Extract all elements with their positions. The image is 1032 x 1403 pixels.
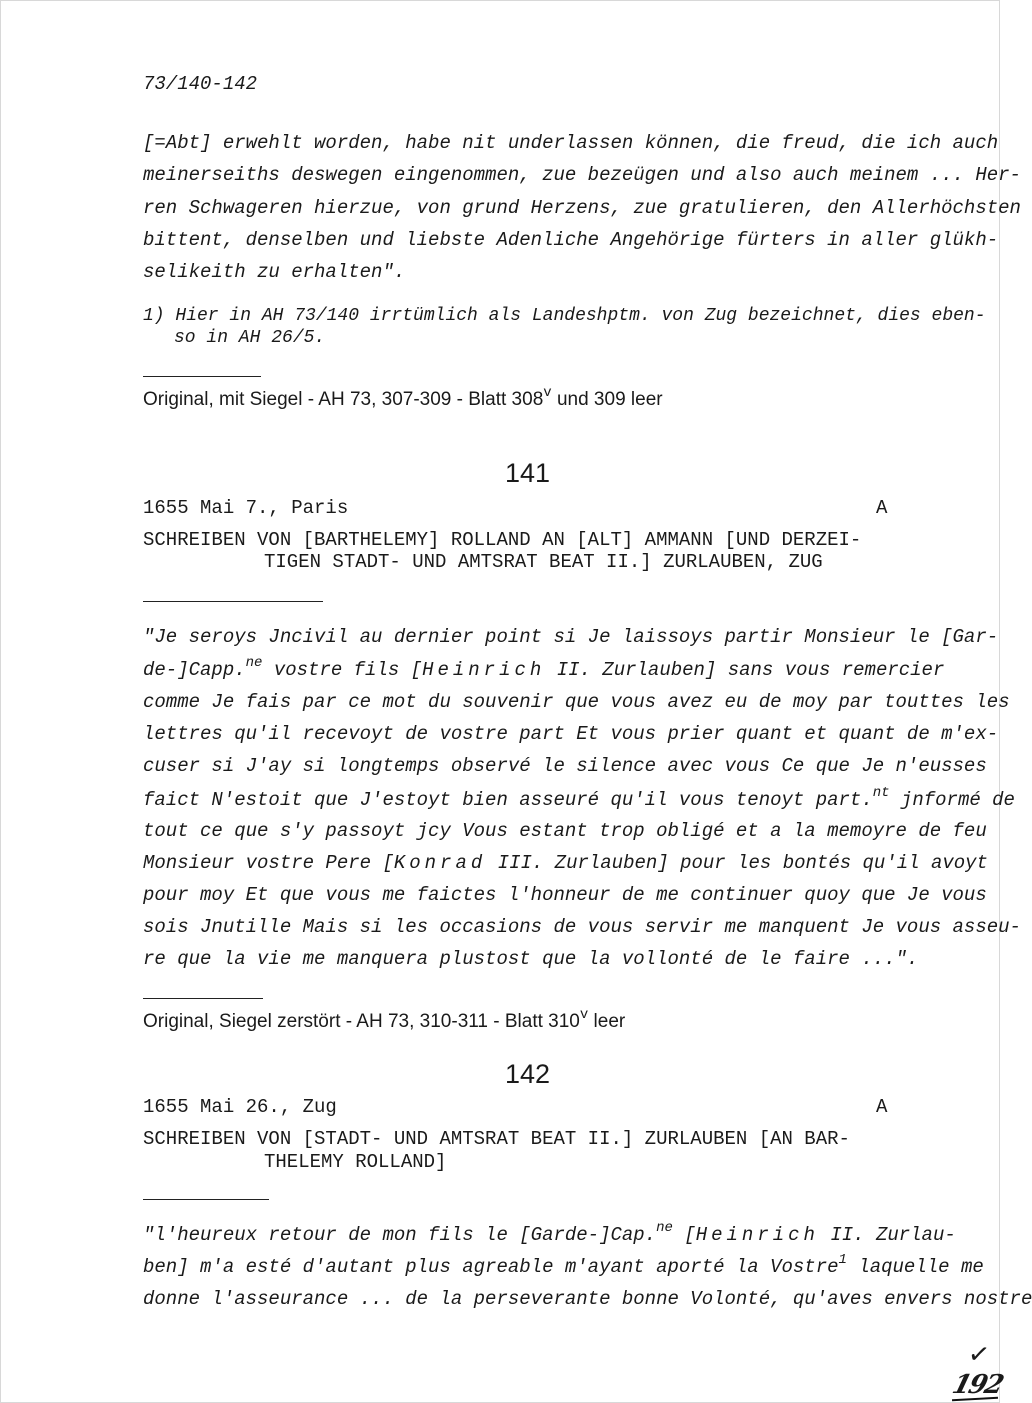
text-line: ren Schwageren hierzue, von grund Herzens, zue gratulieren, den Allerhöchsten <box>143 197 1021 219</box>
date-place: 1655 Mai 7., Paris <box>143 497 349 519</box>
text-line: cuser si J'ay si longtemps observé le silence avec vous Ce que Je n'eusses <box>143 755 987 777</box>
text-line: ben] m'a esté d'autant plus agreable m'ayant aporté la Vostre$^1$ laquelle me <box>143 1251 984 1278</box>
check-mark-icon: ✓ <box>966 1338 992 1372</box>
footnote-line: 1) Hier in AH 73/140 irrtümlich als Landeshptm. von Zug bezeichnet, dies eben- <box>143 306 986 326</box>
source-line <box>143 384 663 412</box>
document-heading: SCHREIBEN VON [STADT- UND AMTSRAT BEAT II.] ZURLAUBEN [AN BAR- <box>143 1128 850 1150</box>
text-line: tout ce que s'y passoyt jcy Vous estant trop obligé et a la memoyre de feu <box>143 820 987 842</box>
letter-type: A <box>876 1096 888 1118</box>
text-line: [=Abt] erwehlt worden, habe nit underlassen können, die freud, die ich auch <box>143 132 999 154</box>
document-heading: TIGEN STADT- UND AMTSRAT BEAT II.] ZURLAUBEN, ZUG <box>264 551 823 573</box>
source-text: leer <box>588 1011 626 1032</box>
verso-superscript: v <box>579 1006 589 1023</box>
page-reference: 73/140-142 <box>143 73 258 95</box>
source-text: und 309 leer <box>551 389 663 410</box>
document-number: 142 <box>505 1059 551 1089</box>
separator-rule <box>143 376 261 377</box>
text-line: pour moy Et que vous me faictes l'honneur de me continuer quoy que Je vous <box>143 884 987 906</box>
text-line: lettres qu'il recevoyt de vostre part Et vous prier quant et quant de m'ex- <box>143 723 999 745</box>
text-line: faict N'estoit que J'estoyt bien asseuré qu'il vous tenoyt part.$^{nt}$ jnformé de <box>143 784 1015 811</box>
spaced-name: Heinrich <box>422 659 546 681</box>
letter-type: A <box>876 497 888 519</box>
text-line: bittent, denselben und liebste Adenliche Angehörige fürters in aller glükh- <box>143 229 999 251</box>
handwritten-page-number: 192 <box>948 1370 1006 1400</box>
spaced-name: Konrad <box>393 852 487 874</box>
source-text: Original, Siegel zerstört - AH 73, 310-311 - Blatt 310 <box>143 1011 580 1032</box>
separator-rule <box>143 1199 269 1200</box>
text-line: "Je seroys Jncivil au dernier point si Je laissoys partir Monsieur le [Gar- <box>143 626 999 648</box>
separator-rule <box>143 998 263 999</box>
separator-rule <box>143 601 323 602</box>
text-line: donne l'asseurance ... de la perseverante bonne Volonté, qu'aves envers nostre <box>143 1288 1032 1310</box>
text-line: re que la vie me manquera plustost que la vollonté de le faire ...". <box>143 948 919 970</box>
source-line <box>143 1006 626 1034</box>
text-line: selikeith zu erhalten". <box>143 261 406 283</box>
verso-superscript: v <box>543 384 552 401</box>
source-text: Original, mit Siegel - AH 73, 307-309 - Blatt 308 <box>143 389 544 410</box>
text-line: comme Je fais par ce mot du souvenir que vous avez eu de moy par touttes les <box>143 691 1010 713</box>
footnote-line: so in AH 26/5. <box>174 328 326 348</box>
text-line: de-]Capp.$^{ne}$ vostre fils [Heinrich II. Zurlauben] sans vous remercier <box>143 654 945 681</box>
text-line: sois Jnutille Mais si les occasions de vous servir me manquent Je vous asseu- <box>143 916 1021 938</box>
text-line: meinerseiths deswegen eingenommen, zue bezeügen und also auch meinem ... Her- <box>143 164 1021 186</box>
text-line: "l'heureux retour de mon fils le [Garde-]Cap.$^{ne}$ [Heinrich II. Zurlau- <box>143 1219 956 1246</box>
document-heading: SCHREIBEN VON [BARTHELEMY] ROLLAND AN [ALT] AMMANN [UND DERZEI- <box>143 529 862 551</box>
spaced-name: Heinrich <box>695 1224 819 1246</box>
document-heading: THELEMY ROLLAND] <box>264 1151 447 1173</box>
document-number: 141 <box>505 458 551 488</box>
text-line: Monsieur vostre Pere [Konrad III. Zurlauben] pour les bontés qu'il avoyt <box>143 852 988 874</box>
date-place: 1655 Mai 26., Zug <box>143 1096 337 1118</box>
